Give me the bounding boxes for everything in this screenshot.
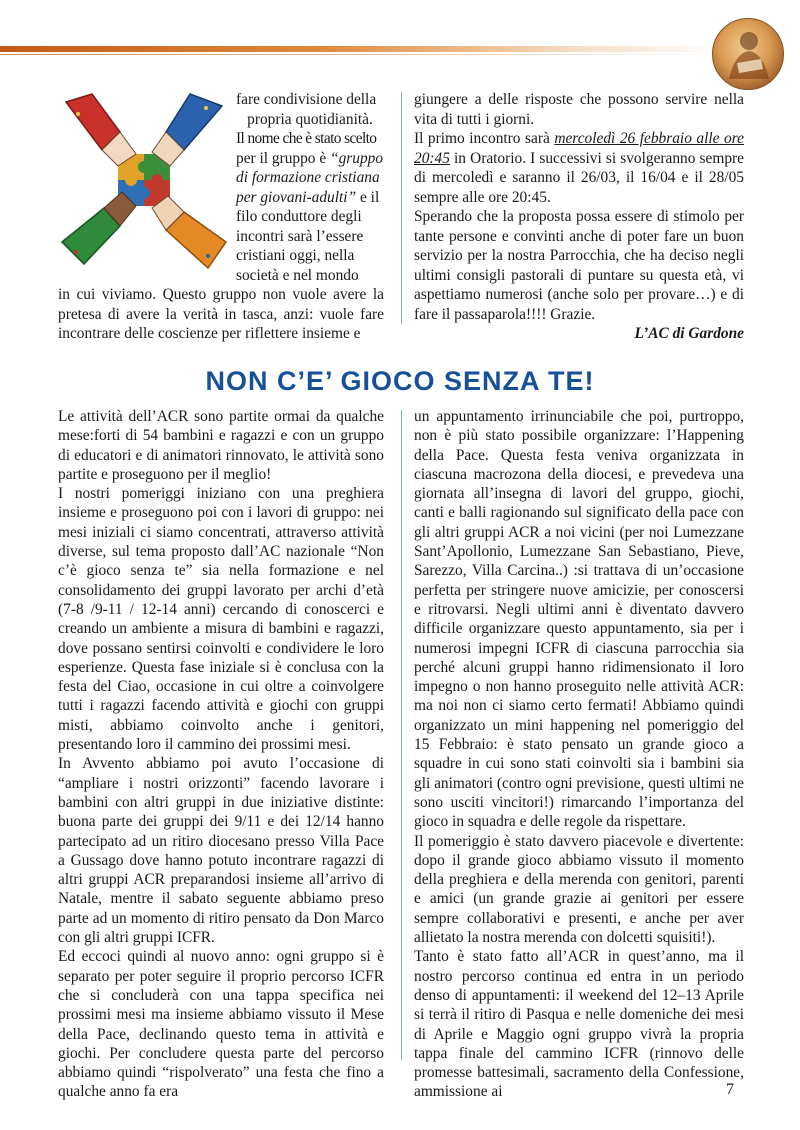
paragraph: giungere a delle risposte che possono servire nella vita di tutti i giorni. xyxy=(414,91,744,128)
article1-right xyxy=(414,90,744,344)
article-title: NON C’E’ GIOCO SENZA TE! xyxy=(205,366,595,396)
text-line: di formazione cristiana xyxy=(236,169,380,186)
paragraph: In Avvento abbiamo poi avuto l’occasione di “ampliare i nostri orizzonti” facendo lavorare i bambini con altri gruppi in due iniziative distinte: buona parte dei gruppi dei 9/11 e dei 12/14 hanno partecipato ad un ritiro diocesano presso Villa Pace a Gussago dove hanno potuto incontrare ragazzi di altri gruppi ACR preparandosi insieme all’arrivo di Natale, mentre il sabato seguente abbiamo preso parte ad un momento di ritiro pensato da Don Marco con gli altri gruppi ICFR. xyxy=(58,755,384,947)
header-band xyxy=(0,46,720,52)
text-line: fare condivisione della xyxy=(236,91,377,108)
paragraph: in cui viviamo. Questo gruppo non vuole avere la pretesa di avere la verità in tasca, anzi: vuole fare incontrare delle coscienze per riflettere insieme e xyxy=(58,286,384,342)
text-line: filo conduttore degli xyxy=(236,208,362,225)
paragraph: Sperando che la proposta possa essere di stimolo per tante persone e convinti anche di poter fare un buon servizio per la nostra Parrocchia, che ha deciso negli ultimi consigli pastorali di puntare su questa età, vi aspettiamo numerosi (anche solo per provare…) e di fare il passaparola!!!! Grazie. xyxy=(414,208,744,323)
article1-left-top xyxy=(236,90,384,285)
paragraph: Le attività dell’ACR sono partite ormai da qualche mese:forti di 54 bambini e ragazzi e con un gruppo di educatori e di animatori rinnovato, le attività sono partite e proseguono per il meglio! xyxy=(58,408,384,483)
text-line: propria quotidianità. xyxy=(247,110,373,128)
paragraph: Il pomeriggio è stato davvero piacevole e divertente: dopo il grande gioco abbiamo vissuto il momento della preghiera e della merenda con genitori, parenti e amici (un grande grazie ai genitori per essere sempre collaborativi e presenti, e anche per aver allietato la nostra merenda con dolcetti squisiti!). xyxy=(414,832,744,947)
page-number: 7 xyxy=(726,1081,734,1098)
paragraph: un appuntamento irrinunciabile che poi, purtroppo, non è più stato possibile organizzare: l’Happening della Pace. Questa festa veniva organizzata in ciascuna macrozona della diocesi, e prevedeva una giornata all’insegna di lavori del gruppo, giochi, canti e balli ragionando sul significato della pace con gli altri gruppi ACR a noi vicini (per noi Lumezzane Sant’Apollonio, Lumezzane San Sebastiano, Pieve, Sarezzo, Villa Carcina..) :si trattava di un’occasione perfetta per stringere nuove amicizie, per conoscersi e ritrovarsi. Negli ultimi anni è diventato davvero difficile organizzare questo appuntamento, sia per i numerosi impegni ICFR di ciascuna parrocchia sia perché alcuni gruppi hanno ridimensionato il loro impegno o non hanno proseguito nelle attività ACR: ma noi non ci siamo certo fermati! Abbiamo quindi organizzato un mini happening nel pomeriggio del 15 Febbraio: è stato pensato un grande gioco a squadre in cui sono stati coinvolti sia i bambini sia gli animatori (contro ogni previsione, questi ultimi ne sono usciti vincitori!) rimarcando l’importanza del gioco in squadra e delle regole da rispettare. xyxy=(414,408,744,831)
column-divider xyxy=(401,410,402,1060)
hands-puzzle-illustration xyxy=(58,92,230,272)
medallion-image xyxy=(712,18,784,90)
date-highlight: mercoledì 26 febbraio alle ore 20:45 xyxy=(414,130,744,167)
text-line: per il gruppo è “gruppo xyxy=(236,149,384,167)
paragraph: I nostri pomeriggi iniziano con una preghiera insieme e proseguono poi con i lavori di gruppo: nei mesi iniziali ci siamo concentrati, attraverso attività diverse, sul tema proposto dall’AC nazionale “Non c’è gioco senza te” sia nella formazione e nel consolidamento dei gruppi lavorato per archi d’età (7-8 /9-11 / 12-14 anni) cercando di conoscerci e creando un ambiente a misura di bambini e ragazzi, dove possano sentirsi coinvolti e condividere le loro esperienze. Questa fase iniziale si è conclusa con la festa del Ciao, occasione in cui oltre a coinvolgere tutti i ragazzi facendo attività e giochi con gruppi misti, abbiamo coinvolto anche i genitori, presentando loro il cammino dei prossimi mesi. xyxy=(58,485,384,754)
text-line: società e nel mondo xyxy=(236,266,359,284)
text-line: cristiani oggi, nella xyxy=(236,247,355,264)
text-line: incontri sarà l’essere xyxy=(236,227,364,245)
text-line: Il nome che è stato scelto xyxy=(236,130,377,147)
paragraph: Ed eccoci quindi al nuovo anno: ogni gruppo si è separato per poter seguire il proprio percorso ICFR che si concluderà con una tappa specifica nei prossimi mesi ma insieme abbiamo vissuto il Mese della Pace, declinando questo tema in attività e giochi. Per concludere questa parte del percorso abbiamo quindi “rispolverato” una festa che fino a qualche anno fa era xyxy=(58,948,384,1101)
article2-left xyxy=(58,407,384,1102)
article2-right xyxy=(414,407,744,1102)
column-divider xyxy=(401,92,402,324)
header-band-thin xyxy=(0,54,720,55)
signature: L’AC di Gardone xyxy=(634,325,744,342)
text-line: per giovani-adulti” e il xyxy=(236,188,380,206)
article1-left-bottom xyxy=(58,285,384,344)
paragraph: Tanto è stato fatto all’ACR in quest’anno, ma il nostro percorso continua ed entra in un periodo denso di appuntamenti: il weekend del 12–13 Aprile si terrà il ritiro di Pasqua e nelle domeniche dei mesi di Aprile e Maggio ogni gruppo vivrà la propria tappa finale del cammino ICFR (rinnovo delle promesse battesimali, sacramento della Confessione, ammissione ai xyxy=(414,948,744,1101)
paragraph: Il primo incontro sarà mercoledì 26 febbraio alle ore 20:45 in Oratorio. I successivi si svolgeranno sempre di mercoledì e saranno il 26/03, il 16/04 e il 28/05 sempre alle ore 20:45. xyxy=(414,130,744,206)
